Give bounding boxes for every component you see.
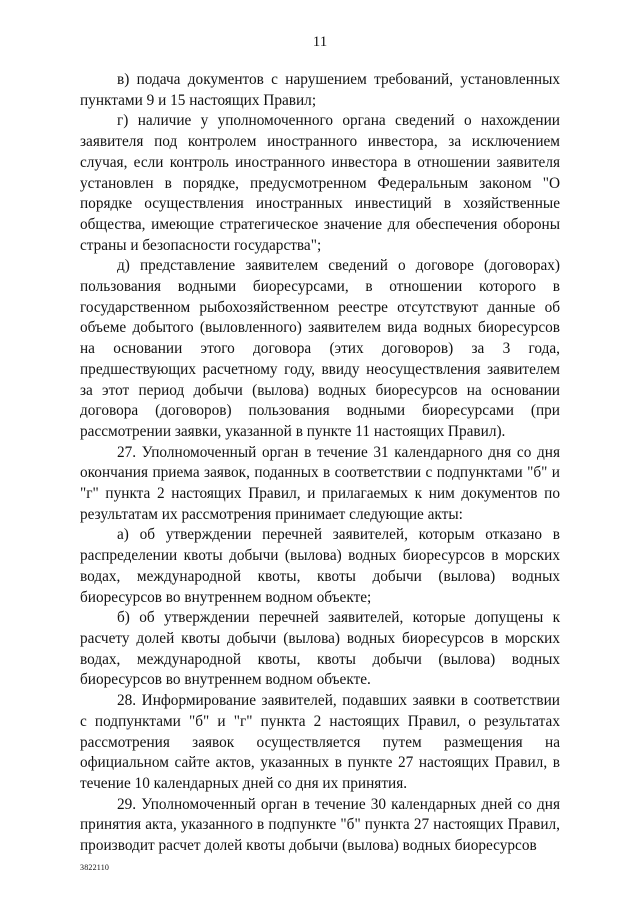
paragraph-item-d: д) представление заявителем сведений о договоре (договорах) пользования водными биоресурсами, в отношении которого в государственном рыбохозяйственном реестре отсутствуют данные об объеме добытого (выловленного) заявителем вида водных биоресурсов на основании этого договора (этих договоров) за 3 года, предшествующих расчетному году, ввиду неосуществления заявителем за этот период добычи (вылова) водных биоресурсов на основании договора (договоров) пользования водными биоресурсами (при рассмотрении заявки, указанной в пункте 11 настоящих Правил). bbox=[80, 257, 560, 440]
paragraph-item-a: а) об утверждении перечней заявителей, которым отказано в распределении квоты добычи (вылова) водных биоресурсов в морских водах, международной квоты, квоты добычи (вылова) водных биоресурсов во внутреннем водном объекте; bbox=[80, 526, 560, 606]
paragraph-clause-28: 28. Информирование заявителей, подавших заявки в соответствии с подпунктами "б" и "г" пункта 2 настоящих Правил, о результатах рассмотрения заявок осуществляется путем размещения на официальном сайте актов, указанных в пункте 27 настоящих Правил, в течение 10 календарных дней со дня их принятия. bbox=[80, 692, 560, 792]
paragraph-item-v: в) подача документов с нарушением требований, установленных пунктами 9 и 15 настоящих Правил; bbox=[80, 71, 560, 109]
paragraph-clause-27: 27. Уполномоченный орган в течение 31 календарного дня со дня окончания приема заявок, поданных в соответствии с подпунктами "б" и "г" пункта 2 настоящих Правил, и прилагаемых к ним документов по результатам их рассмотрения принимает следующие акты: bbox=[80, 443, 560, 523]
paragraph-item-b: б) об утверждении перечней заявителей, которые допущены к расчету долей квоты добычи (вылова) водных биоресурсов в морских водах, международной квоты, квоты добычи (вылова) водных биоресурсов во внутреннем водном объекте. bbox=[80, 609, 560, 689]
document-code: 3822110 bbox=[80, 863, 110, 872]
document-body bbox=[80, 70, 560, 857]
paragraph-item-g: г) наличие у уполномоченного органа сведений о нахождении заявителя под контролем иностранного инвестора, за исключением случая, если контроль иностранного инвестора в отношении заявителя установлен в порядке, предусмотренном Федеральным законом "О порядке осуществления иностранных инвестиций в хозяйственные общества, имеющие стратегическое значение для обеспечения обороны страны и безопасности государства"; bbox=[80, 112, 560, 254]
paragraph-clause-29: 29. Уполномоченный орган в течение 30 календарных дней со дня принятия акта, указанного в подпункте "б" пункта 27 настоящих Правил, производит расчет долей квоты добычи (вылова) водных биоресурсов bbox=[80, 795, 560, 855]
page-number: 11 bbox=[312, 34, 328, 50]
